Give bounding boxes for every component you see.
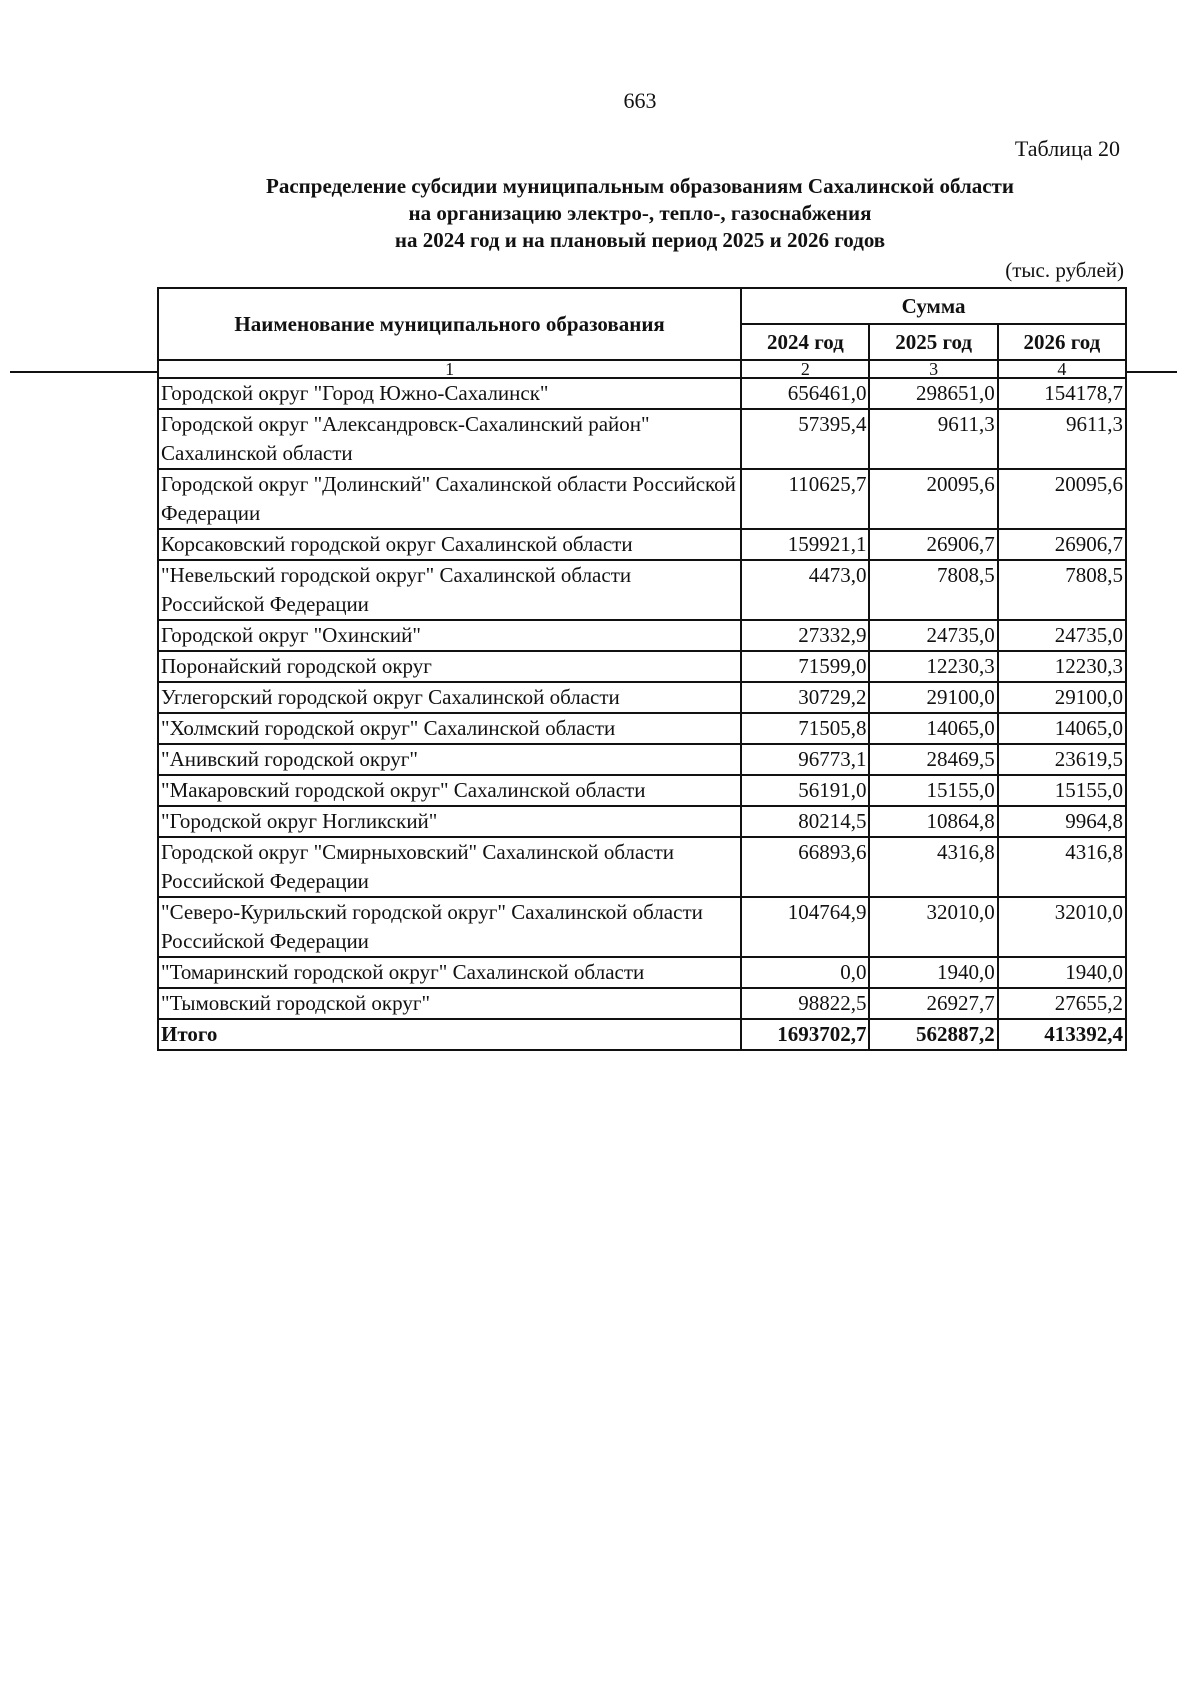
value-2025: 1940,0 xyxy=(869,957,997,988)
table-row xyxy=(158,409,1126,469)
value-2024: 30729,2 xyxy=(741,682,869,713)
table-row xyxy=(158,837,1126,897)
title-line: на организацию электро-, тепло-, газоснабжения xyxy=(408,201,872,225)
value-2024: 4473,0 xyxy=(741,560,869,620)
table-row xyxy=(158,620,1126,651)
table-row xyxy=(158,957,1126,988)
value-2026: 9611,3 xyxy=(998,409,1126,469)
header-name: Наименование муниципального образования xyxy=(158,288,741,360)
value-2024: 66893,6 xyxy=(741,837,869,897)
municipality-name: "Анивский городской округ" xyxy=(158,744,741,775)
header-year-2024: 2024 год xyxy=(741,324,869,360)
total-2026: 413392,4 xyxy=(998,1019,1126,1050)
value-2025: 9611,3 xyxy=(869,409,997,469)
total-row xyxy=(158,1019,1126,1050)
column-index: 4 xyxy=(998,360,1126,378)
title-line: на 2024 год и на плановый период 2025 и 2026 годов xyxy=(394,228,886,252)
value-2026: 1940,0 xyxy=(998,957,1126,988)
value-2025: 15155,0 xyxy=(869,775,997,806)
value-2024: 57395,4 xyxy=(741,409,869,469)
value-2025: 32010,0 xyxy=(869,897,997,957)
total-2024: 1693702,7 xyxy=(741,1019,869,1050)
value-2025: 20095,6 xyxy=(869,469,997,529)
table-row xyxy=(158,988,1126,1019)
table-row xyxy=(158,682,1126,713)
value-2025: 26927,7 xyxy=(869,988,997,1019)
header-year-2025: 2025 год xyxy=(869,324,997,360)
value-2026: 20095,6 xyxy=(998,469,1126,529)
value-2025: 26906,7 xyxy=(869,529,997,560)
municipality-name: Углегорский городской округ Сахалинской области xyxy=(158,682,741,713)
value-2026: 27655,2 xyxy=(998,988,1126,1019)
municipality-name: Городской округ "Долинский" Сахалинской области Российской Федерации xyxy=(158,469,741,529)
value-2026: 32010,0 xyxy=(998,897,1126,957)
value-2026: 12230,3 xyxy=(998,651,1126,682)
value-2024: 104764,9 xyxy=(741,897,869,957)
table-label: Таблица 20 xyxy=(1014,136,1120,161)
value-2025: 14065,0 xyxy=(869,713,997,744)
value-2025: 4316,8 xyxy=(869,837,997,897)
value-2024: 110625,7 xyxy=(741,469,869,529)
value-2026: 4316,8 xyxy=(998,837,1126,897)
table-row xyxy=(158,529,1126,560)
municipality-name: Поронайский городской округ xyxy=(158,651,741,682)
table-row xyxy=(158,775,1126,806)
column-index: 3 xyxy=(869,360,997,378)
total-2025: 562887,2 xyxy=(869,1019,997,1050)
value-2024: 27332,9 xyxy=(741,620,869,651)
municipality-name: "Невельский городской округ" Сахалинской области Российской Федерации xyxy=(158,560,741,620)
municipality-name: Городской округ "Охинский" xyxy=(158,620,741,651)
value-2025: 7808,5 xyxy=(869,560,997,620)
municipality-name: "Северо-Курильский городской округ" Сахалинской области Российской Федерации xyxy=(158,897,741,957)
value-2024: 96773,1 xyxy=(741,744,869,775)
header-sum: Сумма xyxy=(741,288,1126,324)
value-2024: 0,0 xyxy=(741,957,869,988)
scan-line-left xyxy=(10,371,157,373)
table-row xyxy=(158,806,1126,837)
municipality-name: Городской округ "Город Южно-Сахалинск" xyxy=(158,378,741,409)
subsidy-table xyxy=(157,287,1127,1051)
value-2026: 14065,0 xyxy=(998,713,1126,744)
value-2026: 24735,0 xyxy=(998,620,1126,651)
table-row xyxy=(158,469,1126,529)
table-row xyxy=(158,897,1126,957)
municipality-name: "Макаровский городской округ" Сахалинской области xyxy=(158,775,741,806)
value-2026: 23619,5 xyxy=(998,744,1126,775)
municipality-name: Корсаковский городской округ Сахалинской области xyxy=(158,529,741,560)
value-2026: 7808,5 xyxy=(998,560,1126,620)
value-2026: 15155,0 xyxy=(998,775,1126,806)
municipality-name: "Холмский городской округ" Сахалинской области xyxy=(158,713,741,744)
value-2024: 71599,0 xyxy=(741,651,869,682)
page-number: 663 xyxy=(623,88,657,113)
table-row xyxy=(158,651,1126,682)
value-2024: 98822,5 xyxy=(741,988,869,1019)
column-index: 1 xyxy=(158,360,741,378)
total-label: Итого xyxy=(158,1019,741,1050)
value-2026: 29100,0 xyxy=(998,682,1126,713)
value-2025: 28469,5 xyxy=(869,744,997,775)
value-2026: 154178,7 xyxy=(998,378,1126,409)
value-2026: 26906,7 xyxy=(998,529,1126,560)
municipality-name: "Тымовский городской округ" xyxy=(158,988,741,1019)
table-row xyxy=(158,560,1126,620)
municipality-name: Городской округ "Смирныховский" Сахалинской области Российской Федерации xyxy=(158,837,741,897)
value-2024: 656461,0 xyxy=(741,378,869,409)
scan-line-right xyxy=(1127,371,1177,373)
header-year-2026: 2026 год xyxy=(998,324,1126,360)
value-2025: 29100,0 xyxy=(869,682,997,713)
value-2025: 298651,0 xyxy=(869,378,997,409)
document-title xyxy=(0,173,1200,254)
table-row xyxy=(158,713,1126,744)
municipality-name: Городской округ "Александровск-Сахалинский район" Сахалинской области xyxy=(158,409,741,469)
table-row xyxy=(158,744,1126,775)
table-row xyxy=(158,378,1126,409)
value-2024: 159921,1 xyxy=(741,529,869,560)
value-2026: 9964,8 xyxy=(998,806,1126,837)
municipality-name: "Городской округ Ногликский" xyxy=(158,806,741,837)
table-body xyxy=(158,378,1126,1019)
value-2024: 56191,0 xyxy=(741,775,869,806)
value-2025: 24735,0 xyxy=(869,620,997,651)
value-2025: 10864,8 xyxy=(869,806,997,837)
value-2024: 80214,5 xyxy=(741,806,869,837)
value-2025: 12230,3 xyxy=(869,651,997,682)
municipality-name: "Томаринский городской округ" Сахалинской области xyxy=(158,957,741,988)
column-index: 2 xyxy=(741,360,869,378)
value-2024: 71505,8 xyxy=(741,713,869,744)
title-line: Распределение субсидии муниципальным образованиям Сахалинской области xyxy=(266,174,1014,198)
units-note: (тыс. рублей) xyxy=(1005,258,1124,282)
